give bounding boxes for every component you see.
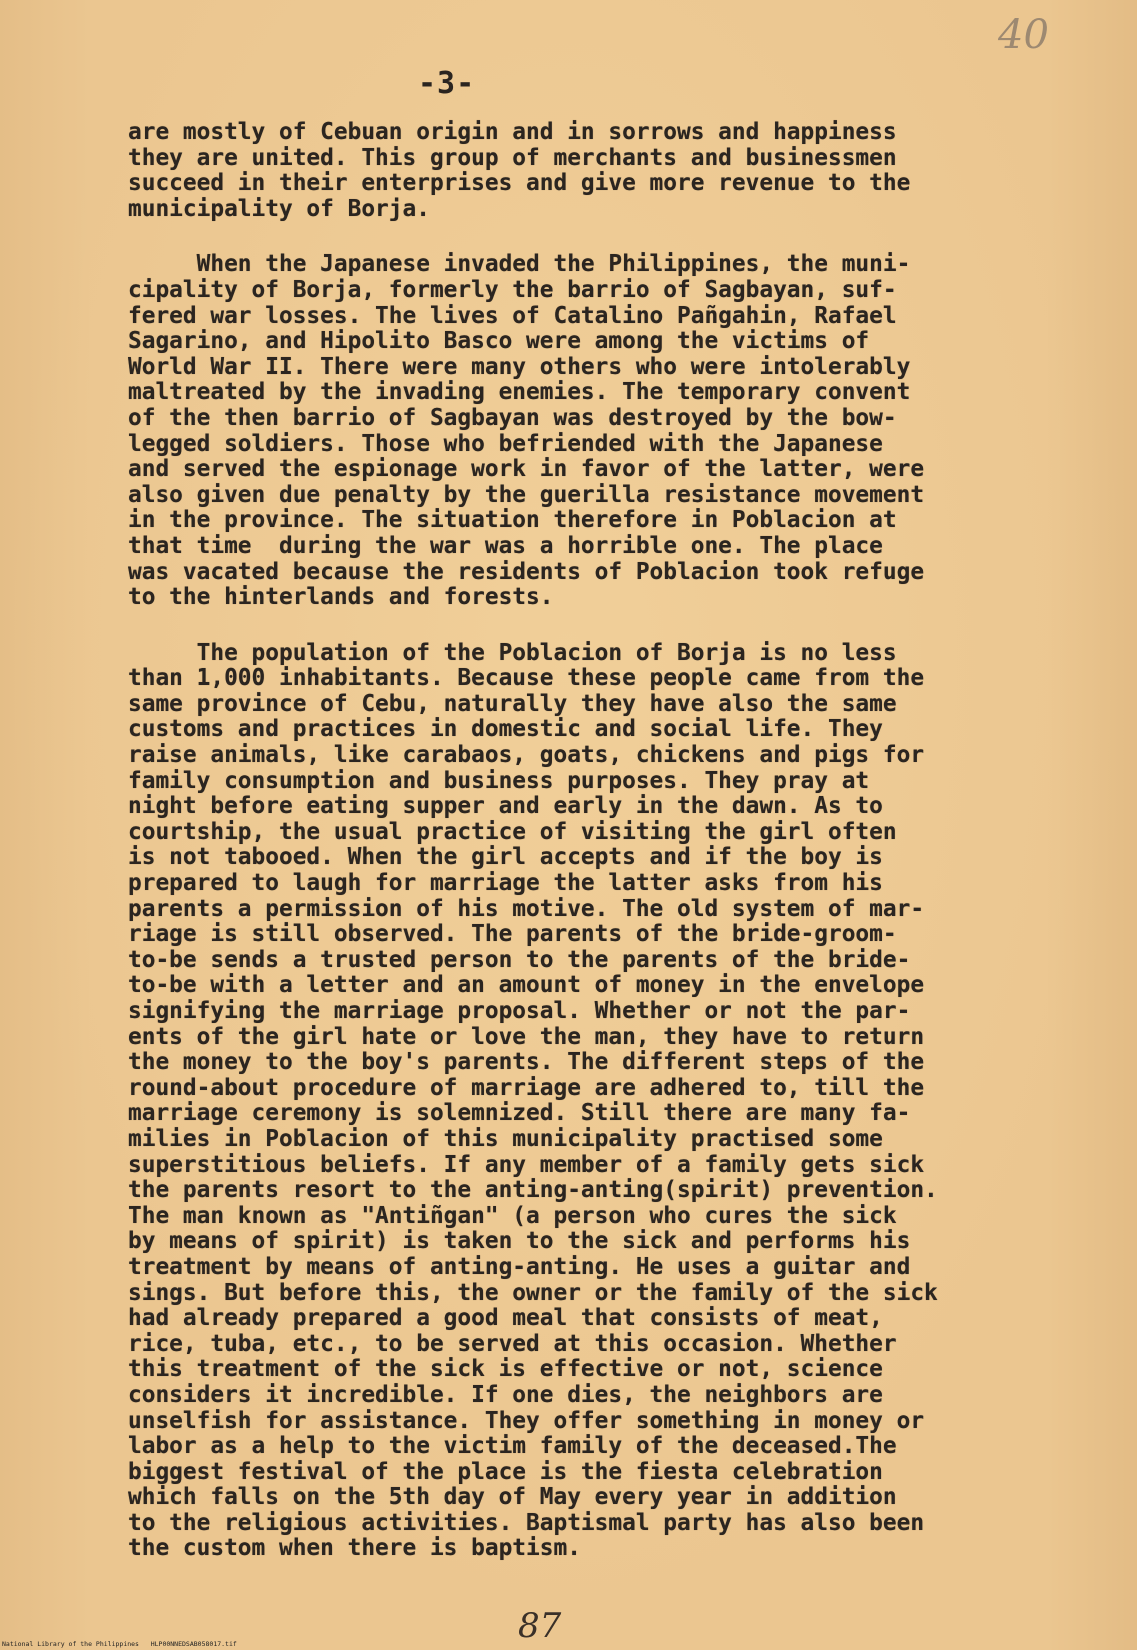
archive-footer-label: National Library of the Philippines HLP00NNEDSAB058017.tif — [2, 1640, 237, 1648]
text-line: family consumption and business purposes. They pray at — [128, 767, 870, 794]
text-line: ents of the girl hate or love the man, they have to return — [128, 1023, 925, 1050]
text-line: unselfish for assistance. They offer something in money or — [128, 1407, 925, 1434]
text-line: superstitious beliefs. If any member of a family gets sick — [128, 1151, 925, 1178]
text-line: Sagarino, and Hipolito Basco were among the victims of — [128, 328, 870, 355]
text-line: was vacated because the residents of Poblacion took refuge — [128, 558, 925, 585]
text-line: in the province. The situation therefore in Poblacion at — [128, 507, 897, 534]
text-line: had already prepared a good meal that consists of meat, — [128, 1305, 883, 1332]
text-line: succeed in their enterprises and give more revenue to the — [128, 170, 911, 197]
text-line: they are united. This group of merchants and businessmen — [128, 144, 897, 171]
text-line: are mostly of Cebuan origin and in sorrows and happiness — [128, 119, 897, 145]
text-line: marriage ceremony is solemnized. Still there are many fa- — [128, 1100, 911, 1127]
text-line: and served the espionage work in favor of the latter, were — [128, 456, 925, 483]
handwritten-folio-number: 40 — [998, 12, 1049, 58]
text-line: the money to the boy's parents. The different steps of the — [128, 1049, 925, 1076]
paragraph — [128, 120, 1083, 222]
text-line: night before eating supper and early in the dawn. As to — [128, 793, 883, 820]
handwritten-page-number: 87 — [518, 1606, 562, 1646]
text-line: which falls on the 5th day of May every year in addition — [128, 1484, 897, 1511]
text-line: biggest festival of the place is the fiesta celebration — [128, 1458, 883, 1485]
text-line: prepared to laugh for marriage the latter asks from his — [128, 870, 883, 897]
text-line: signifying the marriage proposal. Whether or not the par- — [128, 998, 911, 1024]
document-body — [128, 120, 1083, 1592]
text-line: the custom when there is baptism. — [128, 1535, 581, 1562]
text-line: legged soldiers. Those who befriended with the Japanese — [128, 430, 883, 457]
text-line: milies in Poblacion of this municipality practised some — [128, 1125, 883, 1152]
text-line: considers it incredible. If one dies, the neighbors are — [128, 1381, 883, 1408]
text-line: the parents resort to the anting-anting(spirit) prevention. — [128, 1177, 938, 1204]
text-line: sings. But before this, the owner or the family of the sick — [128, 1279, 938, 1306]
paragraph — [128, 252, 1083, 610]
text-line: of the then barrio of Sagbayan was destroyed by the bow- — [128, 404, 897, 431]
text-line: this treatment of the sick is effective or not, science — [128, 1356, 883, 1383]
text-line: to the hinterlands and forests. — [128, 584, 554, 611]
text-line: maltreated by the invading enemies. The temporary convent — [128, 379, 911, 406]
text-line: cipality of Borja, formerly the barrio of Sagbayan, suf- — [128, 276, 897, 303]
text-line: rice, tuba, etc., to be served at this occasion. Whether — [128, 1330, 897, 1357]
page-number: -3- — [418, 66, 476, 101]
text-line: to-be with a letter and an amount of money in the envelope — [128, 972, 925, 999]
text-line: also given due penalty by the guerilla resistance movement — [128, 481, 925, 508]
text-line: courtship, the usual practice of visiting the girl often — [128, 818, 897, 845]
text-line: by means of spirit) is taken to the sick and performs his — [128, 1228, 911, 1255]
text-line: municipality of Borja. — [128, 195, 430, 222]
text-line: raise animals, like carabaos, goats, chickens and pigs for — [128, 742, 925, 769]
text-line: riage is still observed. The parents of the bride-groom- — [128, 921, 897, 948]
text-line: to-be sends a trusted person to the parents of the bride- — [128, 946, 911, 973]
text-line: customs and practices in domestic and social life. They — [128, 716, 883, 743]
text-line: to the religious activities. Baptismal party has also been — [128, 1509, 925, 1536]
text-line: that time during the war was a horrible one. The place — [128, 532, 883, 559]
text-line: When the Japanese invaded the Philippines, the muni- — [128, 251, 911, 278]
text-line: The man known as "Antiñgan" (a person who cures the sick — [128, 1202, 897, 1229]
text-line: fered war losses. The lives of Catalino Pañgahin, Rafael — [128, 302, 897, 329]
text-line: treatment by means of anting-anting. He uses a guitar and — [128, 1253, 911, 1280]
text-line: The population of the Poblacion of Borja is no less — [128, 639, 897, 666]
text-line: same province of Cebu, naturally they have also the same — [128, 690, 897, 717]
text-line: than 1,000 inhabitants. Because these people came from the — [128, 665, 925, 692]
text-line: World War II. There were many others who were intolerably — [128, 353, 911, 380]
text-line: is not tabooed. When the girl accepts and if the boy is — [128, 844, 883, 871]
text-line: labor as a help to the victim family of the deceased.The — [128, 1433, 897, 1460]
paragraph — [128, 641, 1083, 1562]
text-line: parents a permission of his motive. The old system of mar- — [128, 895, 925, 922]
text-line: round-about procedure of marriage are adhered to, till the — [128, 1074, 925, 1101]
